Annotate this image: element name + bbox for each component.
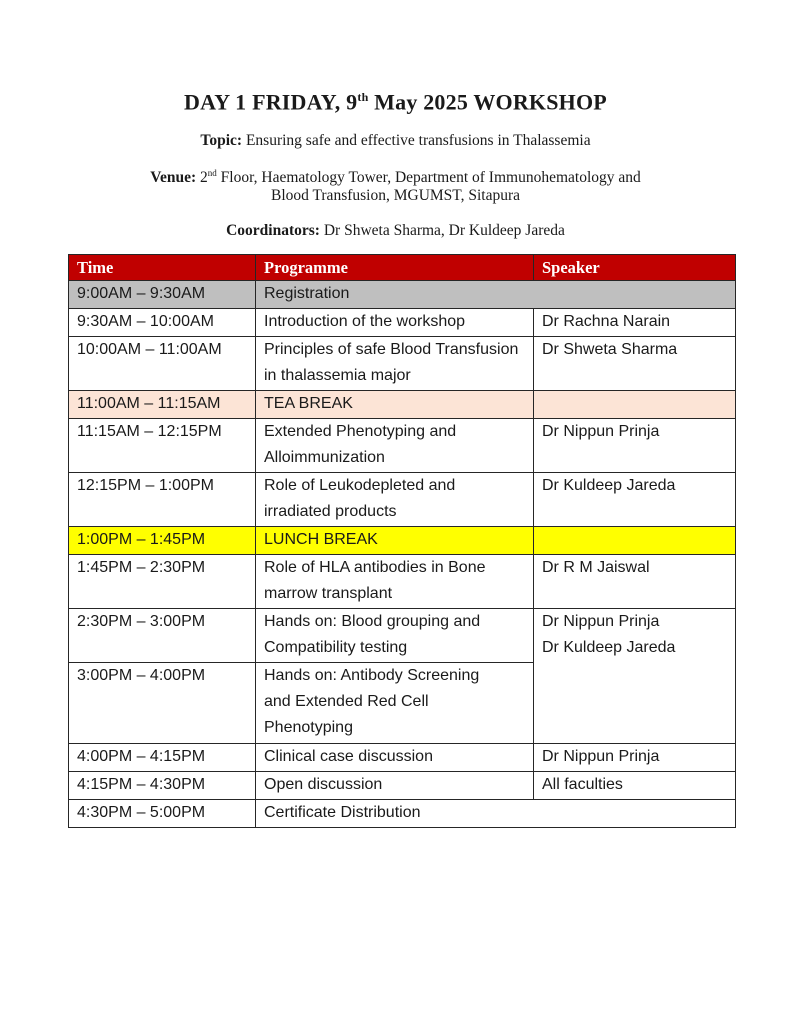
time-cell: 9:00AM – 9:30AM — [69, 281, 256, 309]
speaker-cell: All faculties — [534, 772, 736, 800]
time-cell: 9:30AM – 10:00AM — [69, 309, 256, 337]
programme-cell: Certificate Distribution — [256, 800, 736, 828]
table-row-certificate — [69, 800, 736, 828]
programme-cell: Role of Leukodepleted and irradiated products — [256, 473, 534, 527]
table-header-row — [69, 255, 736, 281]
venue-label: Venue: — [150, 169, 197, 187]
title-text-after: May 2025 WORKSHOP — [368, 89, 607, 115]
speaker-name: Dr Kuldeep Jareda — [542, 639, 676, 657]
table-row-tea-break — [69, 391, 736, 419]
table-row-clinical-case — [69, 744, 736, 772]
table-row-hla-antibodies — [69, 555, 736, 609]
programme-cell: Introduction of the workshop — [256, 309, 534, 337]
speaker-cell: Dr R M Jaiswal — [534, 555, 736, 609]
time-cell: 10:00AM – 11:00AM — [69, 337, 256, 391]
topic-text: Ensuring safe and effective transfusions in Thalassemia — [242, 132, 591, 150]
programme-cell: Open discussion — [256, 772, 534, 800]
page-title — [0, 84, 791, 115]
speaker-cell: Dr Kuldeep Jareda — [534, 473, 736, 527]
venue-text-line2: Blood Transfusion, MGUMST, Sitapura — [270, 187, 521, 205]
schedule-table — [68, 254, 736, 828]
programme-cell: LUNCH BREAK — [256, 527, 534, 555]
time-cell: 1:00PM – 1:45PM — [69, 527, 256, 555]
speaker-cell-merged — [534, 609, 736, 744]
time-cell: 3:00PM – 4:00PM — [69, 663, 256, 744]
time-cell: 12:15PM – 1:00PM — [69, 473, 256, 527]
title-ordinal-superscript: th — [357, 90, 369, 104]
title-text: DAY 1 FRIDAY, 9 — [184, 89, 358, 115]
time-cell: 2:30PM – 3:00PM — [69, 609, 256, 663]
programme-cell: Clinical case discussion — [256, 744, 534, 772]
speaker-cell: Dr Nippun Prinja — [534, 419, 736, 473]
venue-text-line1: Floor, Haematology Tower, Department of Immunohematology and — [216, 169, 641, 187]
programme-cell: Principles of safe Blood Transfusion in thalassemia major — [256, 337, 534, 391]
time-cell: 11:00AM – 11:15AM — [69, 391, 256, 419]
programme-cell — [256, 663, 534, 744]
column-header-programme: Programme — [256, 255, 534, 281]
programme-cell: Extended Phenotyping and Alloimmunization — [256, 419, 534, 473]
table-row-phenotyping — [69, 419, 736, 473]
column-header-time: Time — [69, 255, 256, 281]
time-cell: 1:45PM – 2:30PM — [69, 555, 256, 609]
programme-text: Hands on: Antibody Screening and Extended Red Cell Phenotyping — [264, 667, 480, 737]
time-cell: 4:00PM – 4:15PM — [69, 744, 256, 772]
coordinators-text: Dr Shweta Sharma, Dr Kuldeep Jareda — [319, 222, 565, 240]
table-row-lunch-break — [69, 527, 736, 555]
table-row-registration — [69, 281, 736, 309]
speaker-cell-empty — [534, 391, 736, 419]
time-cell: 11:15AM – 12:15PM — [69, 419, 256, 473]
programme-cell: TEA BREAK — [256, 391, 534, 419]
topic-line — [0, 132, 791, 150]
column-header-speaker: Speaker — [534, 255, 736, 281]
document-header — [0, 0, 791, 240]
table-row-open-discussion — [69, 772, 736, 800]
venue-line — [76, 164, 716, 205]
table-row-blood-grouping — [69, 609, 736, 663]
speaker-cell: Dr Nippun Prinja — [534, 744, 736, 772]
coordinators-label: Coordinators: — [226, 222, 320, 240]
programme-cell: Hands on: Blood grouping and Compatibility testing — [256, 609, 534, 663]
table-row-principles — [69, 337, 736, 391]
speaker-cell-empty — [534, 527, 736, 555]
table-row-introduction — [69, 309, 736, 337]
speaker-name: Dr Nippun Prinja — [542, 613, 660, 631]
table-row-leukodepleted — [69, 473, 736, 527]
programme-cell: Role of HLA antibodies in Bone marrow transplant — [256, 555, 534, 609]
speaker-cell: Dr Shweta Sharma — [534, 337, 736, 391]
coordinators-line — [0, 222, 791, 240]
time-cell: 4:30PM – 5:00PM — [69, 800, 256, 828]
speaker-cell: Dr Rachna Narain — [534, 309, 736, 337]
programme-cell: Registration — [256, 281, 736, 309]
time-cell: 4:15PM – 4:30PM — [69, 772, 256, 800]
topic-label: Topic: — [200, 132, 243, 150]
venue-ordinal-superscript: nd — [207, 168, 217, 179]
venue-floor-number: 2 — [196, 169, 208, 187]
